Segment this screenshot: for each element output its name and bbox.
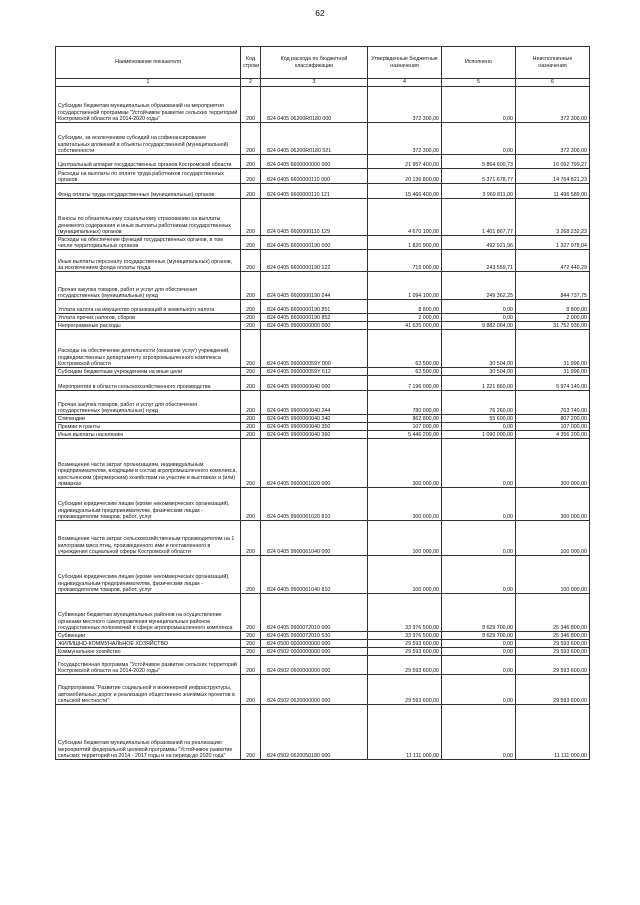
row-unexecuted: 1 327 978,04	[516, 236, 590, 250]
row-class-code: 824 0405 9900060040 244	[261, 391, 368, 415]
row-line-code: 200	[241, 594, 261, 632]
row-line-code: 200	[241, 87, 261, 123]
row-line-code: 200	[241, 632, 261, 640]
row-line-code: 200	[241, 423, 261, 431]
row-name: Возмещение части затрат организациям, индивидуальным предпринимателям, входящим в состав агропромышленного комплекса, крестьянским (фермерским) хозяйствам на участие в выставках и (или) ярмарках	[56, 439, 241, 488]
table-row	[56, 272, 590, 300]
row-line-code: 200	[241, 431, 261, 439]
column-number: 6	[516, 79, 590, 87]
row-approved: 29 593 600,00	[368, 648, 442, 656]
row-line-code: 200	[241, 236, 261, 250]
row-executed: 0,00	[442, 675, 516, 705]
row-name: Расходы на выплаты по оплате труда работников государственных органов	[56, 169, 241, 184]
row-unexecuted: 29 593 600,00	[516, 675, 590, 705]
row-class-code: 824 0405 9900060040 350	[261, 423, 368, 431]
row-approved: 372 300,00	[368, 123, 442, 155]
row-unexecuted: 703 740,00	[516, 391, 590, 415]
row-approved: 8 800,00	[368, 300, 442, 314]
row-unexecuted: 107 000,00	[516, 423, 590, 431]
header-class-code: Код расхода по бюджетной классификации	[261, 47, 368, 79]
row-name: Субсидии бюджетным учреждениям на иные цели	[56, 368, 241, 376]
row-class-code: 824 0405 6600000190 122	[261, 250, 368, 272]
row-unexecuted: 29 593 600,00	[516, 640, 590, 648]
row-unexecuted: 31 996,00	[516, 330, 590, 368]
row-class-code: 824 0405 990000059Y 000	[261, 330, 368, 368]
row-executed: 3 969 811,00	[442, 184, 516, 199]
column-number-row	[56, 79, 590, 87]
row-name: Субсидии юридическим лицам (кроме некоммерческих организаций), индивидуальным предпринимателям, физическим лицам - производителям товаров, работ, услуг	[56, 488, 241, 521]
row-class-code: 824 0405 9900060040 360	[261, 431, 368, 439]
row-executed: 1 090 000,00	[442, 431, 516, 439]
row-approved: 1 820 900,00	[368, 236, 442, 250]
row-unexecuted: 11 111 000,00	[516, 705, 590, 760]
table-row	[56, 656, 590, 675]
header-approved: Утвержденные бюджетные назначения	[368, 47, 442, 79]
row-unexecuted: 472 440,29	[516, 250, 590, 272]
row-name: Субсидии юридическим лицам (кроме некоммерческих организаций), индивидуальным предпринимателям, физическим лицам - производителям товаров, работ, услуг	[56, 556, 241, 594]
row-line-code: 200	[241, 300, 261, 314]
row-approved: 41 635 000,00	[368, 322, 442, 330]
row-unexecuted: 2 000,00	[516, 314, 590, 322]
row-approved: 33 976 500,00	[368, 594, 442, 632]
row-line-code: 200	[241, 272, 261, 300]
row-unexecuted: 372 300,00	[516, 123, 590, 155]
table-row	[56, 594, 590, 632]
row-approved: 62 500,00	[368, 330, 442, 368]
table-row	[56, 632, 590, 640]
row-executed: 492 921,96	[442, 236, 516, 250]
row-executed: 55 600,00	[442, 415, 516, 423]
row-line-code: 200	[241, 648, 261, 656]
row-executed: 0,00	[442, 640, 516, 648]
row-executed: 8 629 700,00	[442, 632, 516, 640]
row-name: Стипендии	[56, 415, 241, 423]
header-row	[56, 47, 590, 79]
row-unexecuted: 29 593 600,00	[516, 656, 590, 675]
row-line-code: 200	[241, 439, 261, 488]
row-executed: 0,00	[442, 439, 516, 488]
table-row	[56, 376, 590, 391]
row-name: Возмещение части затрат сельскохозяйственным производителям на 1 килограмм мяса птиц, произведенного ими и поставленного в учреждения социальной сферы Костромской области	[56, 521, 241, 556]
row-name: Расходы на обеспечение функций государственных органов, в том числе территориальных органов	[56, 236, 241, 250]
row-executed: 1 401 867,77	[442, 199, 516, 236]
row-name: Иные выплаты персоналу государственных (муниципальных) органов, за исключением фонда оплаты труда	[56, 250, 241, 272]
row-name: Субсидии бюджетам муниципальных образований на реализацию мероприятий федеральной целевой программы "Устойчивое развитие сельских территорий на 2014 - 2017 годы и на период до 2020 года"	[56, 705, 241, 760]
row-unexecuted: 25 346 800,00	[516, 594, 590, 632]
table-row	[56, 431, 590, 439]
row-class-code: 824 0405 6600000190 244	[261, 272, 368, 300]
header-line-code: Код строки	[241, 47, 261, 79]
table-row	[56, 123, 590, 155]
row-class-code: 824 0405 9900072010 000	[261, 594, 368, 632]
row-executed: 0,00	[442, 488, 516, 521]
table-row	[56, 521, 590, 556]
row-name: Государственная программа "Устойчивое развитие сельских территорий Костромской области на 2014-2020 годы"	[56, 656, 241, 675]
row-class-code: 824 0405 9900061020 000	[261, 439, 368, 488]
row-class-code: 824 0502 0620000000 000	[261, 675, 368, 705]
row-executed: 249 362,25	[442, 272, 516, 300]
column-number: 4	[368, 79, 442, 87]
row-line-code: 200	[241, 123, 261, 155]
row-unexecuted: 25 346 800,00	[516, 632, 590, 640]
table-row	[56, 675, 590, 705]
row-approved: 29 593 600,00	[368, 640, 442, 648]
table-row	[56, 648, 590, 656]
row-executed: 243 559,71	[442, 250, 516, 272]
row-unexecuted: 300 000,00	[516, 488, 590, 521]
row-line-code: 200	[241, 415, 261, 423]
row-executed: 5 371 678,77	[442, 169, 516, 184]
header-unexecuted: Неисполненные назначения	[516, 47, 590, 79]
row-line-code: 200	[241, 705, 261, 760]
row-class-code: 824 0405 6600000110 121	[261, 184, 368, 199]
row-executed: 1 221 860,00	[442, 376, 516, 391]
row-name: Расходы на обеспечение деятельности (оказание услуг) учреждений, подведомственных департаменту агропромышленного комплекса Костромской области	[56, 330, 241, 368]
row-line-code: 200	[241, 640, 261, 648]
table-row	[56, 300, 590, 314]
row-unexecuted: 8 800,00	[516, 300, 590, 314]
row-approved: 11 111 000,00	[368, 705, 442, 760]
table-row	[56, 423, 590, 431]
row-approved: 100 000,00	[368, 521, 442, 556]
row-name: Субвенции	[56, 632, 241, 640]
row-class-code: 824 0405 6600000110 129	[261, 199, 368, 236]
row-approved: 33 976 500,00	[368, 632, 442, 640]
row-unexecuted: 300 000,00	[516, 439, 590, 488]
column-number: 5	[442, 79, 516, 87]
row-approved: 107 000,00	[368, 423, 442, 431]
row-class-code: 824 0405 9900061040 000	[261, 521, 368, 556]
row-name: Мероприятия в области сельскохозяйственного производства	[56, 376, 241, 391]
row-unexecuted: 29 593 600,00	[516, 648, 590, 656]
row-unexecuted: 3 268 232,23	[516, 199, 590, 236]
row-approved: 300 000,00	[368, 488, 442, 521]
table-row	[56, 705, 590, 760]
row-line-code: 200	[241, 556, 261, 594]
table-row	[56, 314, 590, 322]
row-class-code: 824 0405 6600000000 000	[261, 155, 368, 169]
row-class-code: 824 0405 9900061020 810	[261, 488, 368, 521]
row-executed: 0,00	[442, 556, 516, 594]
table-row	[56, 199, 590, 236]
row-name: Субсидии, за исключением субсидий на софинансирование капитальных вложений в объекты государственной (муниципальной) собственности	[56, 123, 241, 155]
row-executed: 0,00	[442, 87, 516, 123]
row-class-code: 824 0405 06200R0180 521	[261, 123, 368, 155]
table-row	[56, 236, 590, 250]
column-number: 3	[261, 79, 368, 87]
row-executed: 5 864 600,73	[442, 155, 516, 169]
row-executed: 0,00	[442, 521, 516, 556]
row-approved: 100 000,00	[368, 556, 442, 594]
row-approved: 372 300,00	[368, 87, 442, 123]
table-row	[56, 391, 590, 415]
row-unexecuted: 4 356 200,00	[516, 431, 590, 439]
row-approved: 21 957 400,00	[368, 155, 442, 169]
budget-execution-table	[55, 46, 590, 760]
row-approved: 4 670 100,00	[368, 199, 442, 236]
row-class-code: 824 0405 6600000190 851	[261, 300, 368, 314]
row-class-code: 824 0405 06200R0180 000	[261, 87, 368, 123]
row-approved: 29 593 600,00	[368, 675, 442, 705]
row-line-code: 200	[241, 521, 261, 556]
row-executed: 0,00	[442, 648, 516, 656]
row-unexecuted: 100 000,00	[516, 521, 590, 556]
row-executed: 8 629 700,00	[442, 594, 516, 632]
row-approved: 20 136 800,00	[368, 169, 442, 184]
row-approved: 1 094 100,00	[368, 272, 442, 300]
row-name: Уплата прочих налогов, сборов	[56, 314, 241, 322]
row-executed: 0,00	[442, 123, 516, 155]
table-row	[56, 322, 590, 330]
table-row	[56, 155, 590, 169]
row-executed: 0,00	[442, 705, 516, 760]
header-name: Наименование показателя	[56, 47, 241, 79]
header-executed: Исполнено	[442, 47, 516, 79]
row-unexecuted: 31 752 936,00	[516, 322, 590, 330]
row-name: Субвенции бюджетам муниципальных районов на осуществление органами местного самоуправления муниципальных районов государственных полномочий в сфере агропромышленного комплекса	[56, 594, 241, 632]
row-class-code: 824 0405 9900061040 810	[261, 556, 368, 594]
row-name: Иные выплаты населению	[56, 431, 241, 439]
row-approved: 29 593 600,00	[368, 656, 442, 675]
row-name: ЖИЛИЩНО-КОММУНАЛЬНОЕ ХОЗЯЙСТВО	[56, 640, 241, 648]
table-row	[56, 415, 590, 423]
row-line-code: 200	[241, 314, 261, 322]
row-executed: 0,00	[442, 656, 516, 675]
row-executed: 0,00	[442, 314, 516, 322]
row-class-code: 824 0405 9900060040 000	[261, 376, 368, 391]
row-class-code: 824 0502 0000000000 000	[261, 648, 368, 656]
row-name: Непрограммные расходы	[56, 322, 241, 330]
row-executed: 0,00	[442, 423, 516, 431]
column-number: 1	[56, 79, 241, 87]
table-row	[56, 640, 590, 648]
row-executed: 30 504,00	[442, 330, 516, 368]
table-row	[56, 330, 590, 368]
row-line-code: 200	[241, 675, 261, 705]
table-row	[56, 87, 590, 123]
table-row	[56, 488, 590, 521]
row-line-code: 200	[241, 391, 261, 415]
row-name: Прочая закупка товаров, работ и услуг для обеспечения государственных (муниципальных) нужд	[56, 391, 241, 415]
row-executed: 9 882 064,00	[442, 322, 516, 330]
row-line-code: 200	[241, 376, 261, 391]
row-approved: 62 500,00	[368, 368, 442, 376]
row-name: Фонд оплаты труда государственных (муниципальных) органов	[56, 184, 241, 199]
row-class-code: 824 0405 6600000190 000	[261, 236, 368, 250]
row-line-code: 200	[241, 322, 261, 330]
row-name: Премии и гранты	[56, 423, 241, 431]
row-line-code: 200	[241, 330, 261, 368]
row-approved: 300 000,00	[368, 439, 442, 488]
row-class-code: 824 0405 9900060040 340	[261, 415, 368, 423]
row-line-code: 200	[241, 184, 261, 199]
row-executed: 0,00	[442, 300, 516, 314]
row-name: Центральный аппарат государственных органов Костромской области	[56, 155, 241, 169]
row-unexecuted: 807 200,00	[516, 415, 590, 423]
row-name: Прочая закупка товаров, работ и услуг для обеспечения государственных (муниципальных) нужд	[56, 272, 241, 300]
row-name: Подпрограмма "Развитие социальной и инженерной инфраструктуры, автомобильных дорог и реализация общественно значимых проектов в сельской местности"	[56, 675, 241, 705]
row-line-code: 200	[241, 656, 261, 675]
row-approved: 7 196 000,00	[368, 376, 442, 391]
page-number: 62	[315, 8, 325, 18]
row-name: Субсидии бюджетам муниципальных образований на мероприятия государственной программы "Устойчивое развитие сельских территорий Костромской области на 2014-2020 годы"	[56, 87, 241, 123]
row-unexecuted: 14 764 821,23	[516, 169, 590, 184]
row-class-code: 824 0405 990000059Y 612	[261, 368, 368, 376]
row-unexecuted: 5 974 140,00	[516, 376, 590, 391]
row-class-code: 824 0500 0000000000 000	[261, 640, 368, 648]
row-class-code: 824 0405 6600000110 000	[261, 169, 368, 184]
row-approved: 862 800,00	[368, 415, 442, 423]
table-row	[56, 169, 590, 184]
row-name: Коммунальное хозяйство	[56, 648, 241, 656]
column-number: 2	[241, 79, 261, 87]
row-unexecuted: 11 496 589,00	[516, 184, 590, 199]
row-line-code: 200	[241, 155, 261, 169]
row-approved: 5 446 200,00	[368, 431, 442, 439]
table-row	[56, 556, 590, 594]
row-unexecuted: 372 300,00	[516, 87, 590, 123]
row-unexecuted: 16 092 799,27	[516, 155, 590, 169]
row-executed: 76 260,00	[442, 391, 516, 415]
row-line-code: 200	[241, 368, 261, 376]
row-line-code: 200	[241, 199, 261, 236]
table-row	[56, 439, 590, 488]
row-name: Уплата налога на имущество организаций и земельного налога	[56, 300, 241, 314]
table-row	[56, 250, 590, 272]
row-class-code: 824 0405 9900000000 000	[261, 322, 368, 330]
row-unexecuted: 100 000,00	[516, 556, 590, 594]
row-line-code: 200	[241, 488, 261, 521]
row-approved: 2 000,00	[368, 314, 442, 322]
row-line-code: 200	[241, 250, 261, 272]
row-class-code: 824 0405 6600000190 852	[261, 314, 368, 322]
row-unexecuted: 31 996,00	[516, 368, 590, 376]
row-unexecuted: 844 737,75	[516, 272, 590, 300]
row-approved: 715 000,00	[368, 250, 442, 272]
row-approved: 15 466 400,00	[368, 184, 442, 199]
row-class-code: 824 0502 0600000000 000	[261, 656, 368, 675]
table-row	[56, 368, 590, 376]
row-executed: 30 504,00	[442, 368, 516, 376]
row-approved: 780 000,00	[368, 391, 442, 415]
row-line-code: 200	[241, 169, 261, 184]
row-class-code: 824 0502 0620050180 000	[261, 705, 368, 760]
row-class-code: 824 0405 9900072010 530	[261, 632, 368, 640]
row-name: Взносы по обязательному социальному страхованию на выплаты денежного содержания и иные выплаты работникам государственных (муниципальных) органов	[56, 199, 241, 236]
table-row	[56, 184, 590, 199]
